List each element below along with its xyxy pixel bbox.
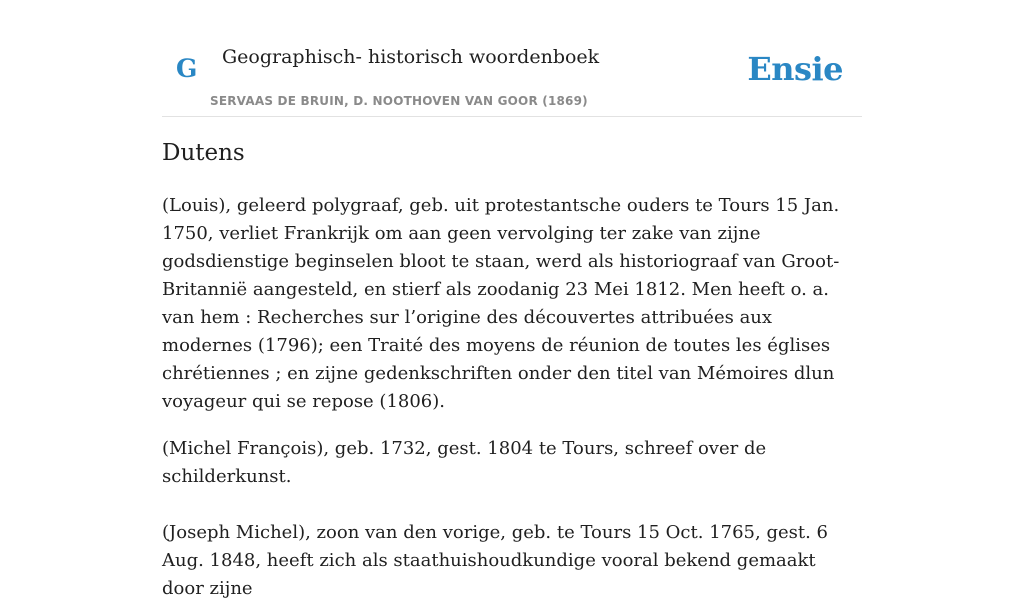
entry-paragraph: (Michel François), geb. 1732, gest. 1804 te Tours, schreef over de schilderkunst. (162, 438, 767, 487)
entry-paragraph: (Joseph Michel), zoon van den vorige, geb. te Tours 15 Oct. 1765, gest. 6 Aug. 1848, heeft zich als staathuishoudkundige vooral bekend gemaakt door zijne (162, 522, 828, 599)
entry-paragraph: (Louis), geleerd polygraaf, geb. uit protestantsche ouders te Tours 15 Jan. 1750, verliet Frankrijk om aan geen vervolging ter zake van zijne godsdienstige beginselen bloot te staan, werd als historiograaf van Groot-Britannië aangesteld, en stierf als zoodanig 23 Mei 1812. Men heeft o. a. van hem : Recherches sur l’origine des découvertes attribuées aux modernes (1796); een Traité des moyens de réunion de toutes les églises chrétiennes ; en zijne gedenkschriften onder den titel van Mémoires dlun voyageur qui se repose (1806). (162, 195, 840, 412)
book-logo-letter[interactable]: G (176, 54, 198, 83)
book-title-link[interactable]: Geographisch- historisch woordenboek (222, 46, 600, 68)
book-header (162, 40, 862, 117)
entry-body (162, 192, 862, 603)
entry-title: Dutens (162, 140, 245, 166)
book-authors: SERVAAS DE BRUIN, D. NOOTHOVEN VAN GOOR (1869) (210, 94, 588, 108)
ensie-logo-link[interactable]: Ensie (747, 50, 843, 88)
